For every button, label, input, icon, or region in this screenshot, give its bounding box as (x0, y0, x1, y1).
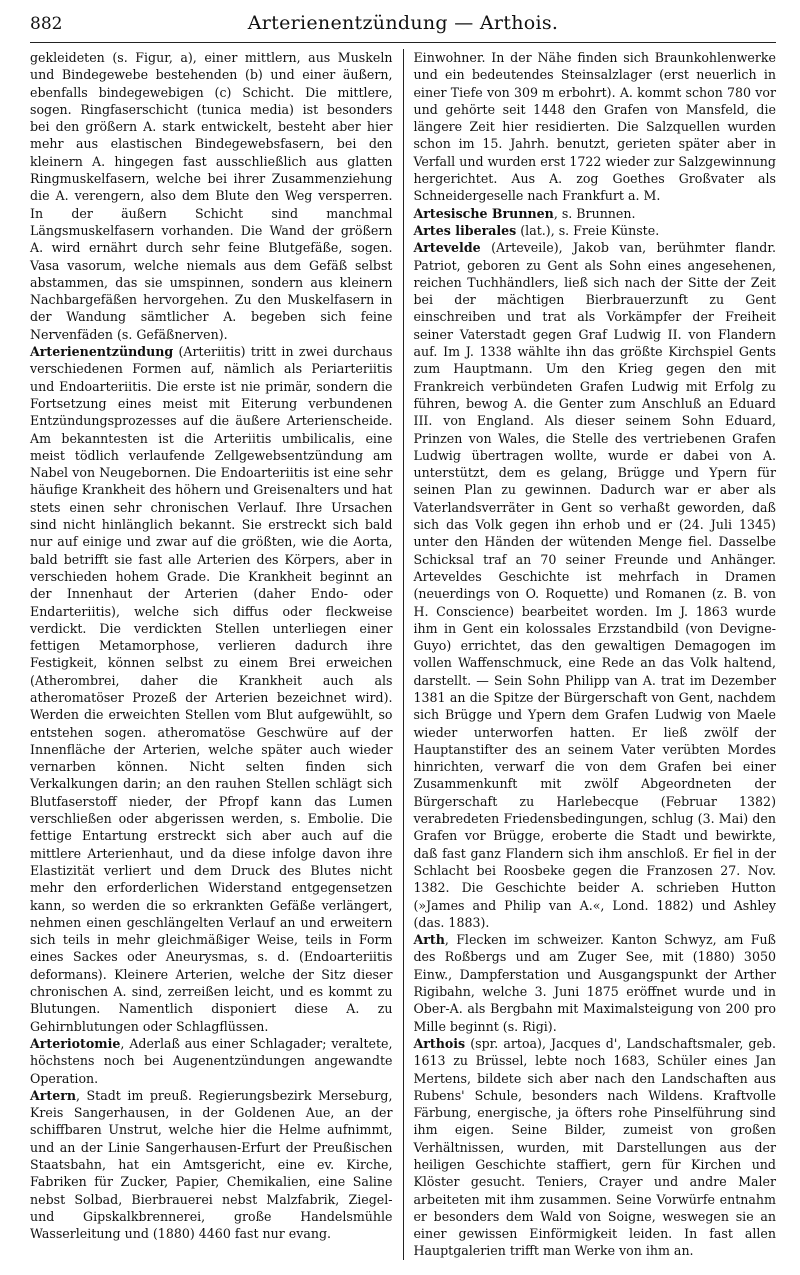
entry-text: , Aderlaß aus einer Schlagader; veraltete, höchstens noch bei Augenentzündungen angewandte Operation. (30, 1035, 393, 1086)
page-number: 882 (30, 14, 63, 34)
entry-artern (30, 1087, 393, 1243)
entry-arterien-continued (30, 49, 393, 343)
entry-text: Einwohner. In der Nähe finden sich Braunkohlenwerke und ein bedeutendes Steinsalzlager (erst neuerlich in einer Tiefe von 309 m erbohrt). A. kommt schon 780 vor und gehörte seit 1448 den Grafen von Mansfeld, die längere Zeit hier residierten. Die Salzquellen wurden schon im 15. Jahrh. benutzt, gerieten später aber in Verfall und wurden erst 1722 wieder zur Salzgewinnung hergerichtet. Aus A. zog Goethes Großvater als Schneidergeselle nach Frankfurt a. M. (413, 50, 776, 204)
entry-lemma: Arterienentzündung (30, 344, 174, 360)
entry-artevelde (413, 239, 776, 931)
entry-text: , Flecken im schweizer. Kanton Schwyz, am Fuß des Roßbergs und am Zuger See, mit (1880) 3050 Einw., Dampferstation und Ausgangspunkt der Arther Rigibahn, welche 3. Juni 1875 eröffnet wurde und in Ober-A. als Bergbahn mit Maximalsteigung von 200 pro Mille beginnt (s. Rigi). (413, 932, 776, 1034)
entry-lemma: Artesische Brunnen (413, 205, 554, 221)
page-header (30, 12, 776, 43)
entry-lemma: Arthois (413, 1035, 466, 1051)
entry-artes-liberales (413, 222, 776, 239)
entry-lemma: Artevelde (413, 240, 481, 256)
text-columns (30, 49, 776, 1260)
right-column (413, 49, 776, 1260)
entry-arterienentzuendung (30, 343, 393, 1035)
entry-artern-continued (413, 49, 776, 205)
entry-text: , s. Brunnen. (553, 205, 636, 221)
entry-text: (spr. artoa), Jacques d', Landschaftsmaler, geb. 1613 zu Brüssel, lebte noch 1683, Schüler eines Jan Mertens, bildete sich aber nach den Landschaften aus Rubens' Schule, besonders nach Wildens. Kraftvolle Färbung, energische, ja öfters rohe Pinselführung sind ihm eigen. Seine Bilder, zumeist von großen Verhältnissen, wurden, mit Darstellungen aus der heiligen Geschichte staffiert, gern für Kirchen und Klöster gesucht. Teniers, Crayer und andre Maler arbeiteten mit ihm zusammen. Seine Vorwürfe entnahm er besonders dem Wald von Soigne, weswegen sie an einer gewissen Einförmigkeit leiden. In fast allen Hauptgalerien trifft man Werke von ihm an. (413, 1035, 776, 1259)
entry-lemma: Artes liberales (413, 222, 517, 238)
entry-text: (Arteveile), Jakob van, berühmter flandr. Patriot, geboren zu Gent als Sohn eines angesehenen, reichen Tuchhändlers, ließ sich nach der Sitte der Zeit bei der mächtigen Bierbrauerzunft zu Gent einschreiben und trat als Vorkämpfer der Freiheit seiner Vaterstadt gegen Graf Ludwig II. von Flandern auf. Im J. 1338 wählte ihn das größte Kirchspiel Gents zum Hauptmann. Um den Krieg gegen den mit Frankreich verbündeten Grafen Ludwig mit Erfolg zu führen, bewog A. die Genter zum Anschluß an Eduard III. von England. Als dieser seinem Sohn Eduard, Prinzen von Wales, die Stelle des vertriebenen Grafen Ludwig übertragen wollte, wurde er dabei von A. unterstützt, dem es gelang, Brügge und Ypern für seinen Plan zu gewinnen. Dadurch war er aber als Vaterlandsverräter in Gent so verhaßt geworden, daß sich das Volk gegen ihn erhob und er (24. Juli 1345) unter den Händen der wütenden Menge fiel. Dasselbe Schicksal traf an 70 seiner Freunde und Anhänger. Arteveldes Geschichte ist mehrfach in Dramen (neuerdings von O. Roquette) und Romanen (z. B. von H. Conscience) bearbeitet worden. Im J. 1863 wurde ihm in Gent ein kolossales Erzstandbild (von Devigne-Guyo) errichtet, das den gewaltigen Demagogen im vollen Waffenschmuck, eine Rede an das Volk haltend, darstellt. — Sein Sohn Philipp van A. trat im Dezember 1381 an die Spitze der Bürgerschaft von Gent, nachdem sich Brügge und Ypern dem Grafen Ludwig von Maele wieder unterworfen hatten. Er ließ zwölf der Hauptanstifter des an seinem Vater verübten Mordes hinrichten, verwarf die von dem Grafen bei einer Zusammenkunft mit zwölf Abgeordneten der Bürgerschaft zu Harlebecque (Februar 1382) verabredeten Friedensbedingungen, schlug (3. Mai) den Grafen vor Brügge, eroberte die Stadt und bewirkte, daß fast ganz Flandern sich ihm anschloß. Er fiel in der Schlacht bei Roosbeke gegen die Franzosen 27. Nov. 1382. Die Geschichte beider A. schrieben Hutton (»James and Philip van A.«, Lond. 1882) und Ashley (das. 1883). (413, 240, 776, 930)
entry-lemma: Artern (30, 1087, 77, 1103)
entry-arteriotomie (30, 1035, 393, 1087)
entry-text: gekleideten (s. Figur, a), einer mittlern, aus Muskeln und Bindegewebe bestehenden (b) und einer äußern, ebenfalls bindegewebigen (c) Schicht. Die mittlere, sogen. Ringfaserschicht (tunica media) ist besonders bei den größern A. stark entwickelt, besteht aber hier mehr aus elastischen Bindegewebsfasern, bei den kleinern A. hingegen fast ausschließlich aus glatten Ringmuskelfasern, welche bei ihrer Zusammenziehung die A. verengern, also dem Blute den Weg versperren. In der äußern Schicht sind manchmal Längsmuskelfasern vorhanden. Die Wand der größern A. wird ernährt durch sehr feine Blutgefäße, sogen. Vasa vasorum, welche niemals aus dem Gefäß selbst abstammen, das sie umspinnen, sondern aus kleinern Nachbargefäßen hervorgehen. Zu den Muskelfasern in der Wandung sämtlicher A. begeben sich feine Nervenfäden (s. Gefäßnerven). (30, 50, 393, 342)
running-title: Arterienentzündung — Arthois. (247, 12, 559, 34)
entry-artesische-brunnen (413, 205, 776, 222)
left-column (30, 49, 393, 1260)
entry-lemma: Arth (413, 932, 445, 948)
entry-text: , Stadt im preuß. Regierungsbezirk Merseburg, Kreis Sangerhausen, in der Goldenen Aue, an der schiffbaren Unstrut, welche hier die Helme aufnimmt, und an der Linie Sangerhausen-Erfurt der Preußischen Staatsbahn, hat ein Amtsgericht, eine ev. Kirche, Fabriken für Zucker, Papier, Chemikalien, eine Saline nebst Solbad, Bierbrauerei nebst Malzfabrik, Ziegel- und Gipskalkbrennerei, große Handelsmühle Wasserleitung und (1880) 4460 fast nur evang. (30, 1087, 393, 1242)
entry-text: (Arteriitis) tritt in zwei durchaus verschiedenen Formen auf, nämlich als Periarteriitis und Endoarteriitis. Die erste ist nie primär, sondern die Fortsetzung eines meist mit Eiterung verbundenen Entzündungsprozesses auf die äußere Arterienscheide. Am bekanntesten ist die Arteriitis umbilicalis, eine meist tödlich verlaufende Zellgewebsentzündung am Nabel von Neugebornen. Die Endoarteriitis ist eine sehr häufige Krankheit des höhern und Greisenalters und hat stets einen sehr chronischen Verlauf. Ihre Ursachen sind nicht hinlänglich bekannt. Sie erstreckt sich bald nur auf einige und zwar auf die größten, wie die Aorta, bald betrifft sie fast alle Arterien des Körpers, aber in verschieden hohem Grade. Die Krankheit beginnt an der Innenhaut der Arterien (daher Endo- oder Endarteriitis), welche sich diffus oder fleckweise verdickt. Die verdickten Stellen unterliegen einer fettigen Metamorphose, verlieren dadurch ihre Festigkeit, können selbst zu einem Brei erweichen (Atherombrei, daher die Krankheit auch als atheromatöser Prozeß der Arterien bezeichnet wird). Werden die erweichten Stellen vom Blut aufgewühlt, so entstehen sogen. atheromatöse Geschwüre auf der Innenfläche der Arterien, welche später auch wieder vernarben können. Nicht selten finden sich Verkalkungen darin; an den rauhen Stellen schlägt sich Blutfaserstoff nieder, der Pfropf kann das Lumen verschließen oder abgerissen werden, s. Embolie. Die fettige Entartung erstreckt sich aber auch auf die mittlere Arterienhaut, und da diese infolge davon ihre Elastizität verliert und dem Druck des Blutes nicht mehr den erforderlichen Widerstand entgegensetzen kann, so werden die so erkrankten Gefäße verlängert, nehmen einen geschlängelten Verlauf an und erweitern sich teils in mehr gleichmäßiger Weise, teils in Form eines Sackes oder Aneurysmas, s. d. (Endoarteriitis deformans). Kleinere Arterien, welche der Sitz dieser chronischen A. sind, zerreißen leicht, und es kommt zu Blutungen. Namentlich disponiert diese A. zu Gehirnblutungen oder Schlagflüssen. (30, 344, 393, 1034)
entry-lemma: Arteriotomie (30, 1035, 121, 1051)
entry-arthois (413, 1035, 776, 1260)
column-divider (403, 49, 404, 1260)
entry-arth (413, 931, 776, 1035)
entry-text: (lat.), s. Freie Künste. (516, 222, 660, 238)
